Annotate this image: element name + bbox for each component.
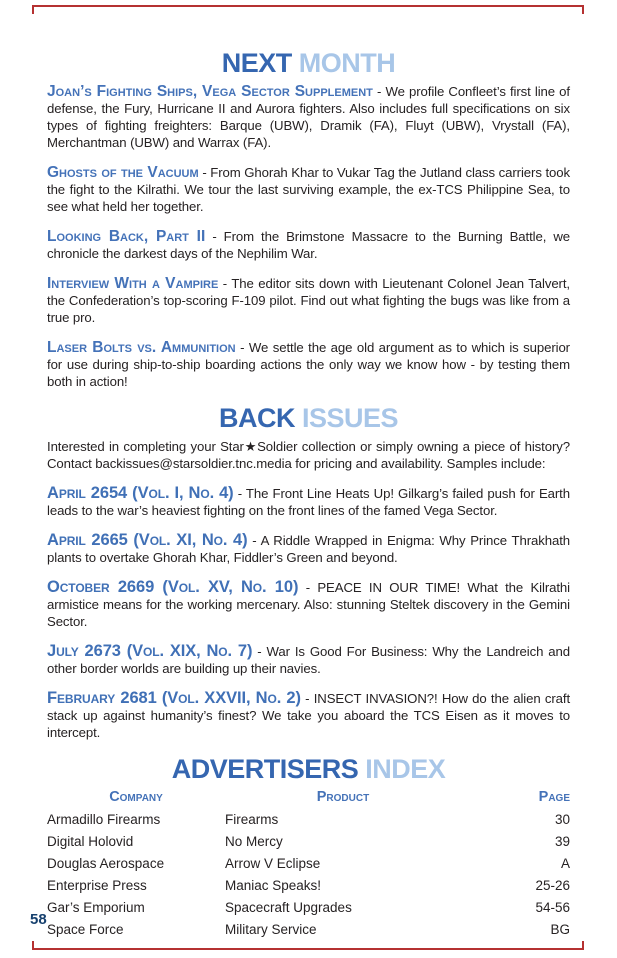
product-cell: Spacecraft Upgrades [225,900,352,915]
page-cell: A [560,856,570,871]
back-issue-item [47,485,570,519]
back-issues-title [47,403,570,433]
table-row [47,875,570,897]
table-row [47,897,570,919]
page-cell: 39 [554,834,570,849]
company-cell: Space Force [47,922,124,937]
product-cell: Military Service [225,922,317,937]
table-row [47,919,570,941]
product-cell: Arrow V Eclipse [225,856,321,871]
table-row [47,853,570,875]
company-cell: Enterprise Press [47,878,147,893]
table-row [47,831,570,853]
back-issue-text: - PEACE IN OUR TIME! What the Kilrathi armistice means for the working mercenary. Also: stunning Steltek discovery in the Gemini Sector. [47,580,570,629]
feature-heading: Joan’s Fighting Ships, Vega Sector Supplement [47,83,373,100]
company-cell: Armadillo Firearms [47,812,161,827]
advertisers-title-secondary: INDEX [365,754,446,784]
next-month-title-secondary: MONTH [298,48,396,78]
back-issues-title-secondary: ISSUES [301,403,399,433]
company-cell: Digital Holovid [47,834,134,849]
back-issues-intro: Interested in completing your Star★Soldier collection or simply owning a piece of history? Contact backissues@starsoldier.tnc.media for pricing and availability. Samples include: [47,439,570,471]
advertisers-index-title [47,754,570,784]
back-issue-item [47,690,570,741]
page-border-bottom [32,941,584,950]
next-month-title [47,48,570,78]
feature-item [47,228,570,262]
feature-text: - From the Brimstone Massacre to the Burning Battle, we chronicle the darkest days of the Nephilim War. [47,229,570,261]
feature-text: - We settle the age old argument as to which is superior for use during ship-to-ship boarding actions the only way we know how - by testing them both in action! [47,340,570,389]
back-issues-title-primary: BACK [218,403,295,433]
page-cell: 30 [554,812,570,827]
table-header-company: Company [109,789,163,805]
product-cell: Maniac Speaks! [225,878,322,893]
page-number: 58 [30,911,47,928]
feature-heading: Ghosts of the Vacuum [47,164,199,181]
feature-text: - We profile Confleet’s first line of defense, the Fury, Hurricane II and Aurora fighters. Also includes full specifications on six types of fighting freighters: Barque (UBW), Dramik (FA), Fluyt (UBW), Vrystall (FA), Merchantman (UBW) and Warrax (FA). [47,84,570,150]
page-cell: 54-56 [535,900,570,915]
back-issue-heading: October 2669 (Vol. XV, No. 10) [47,578,299,596]
feature-text: - The editor sits down with Lieutenant Colonel Jean Talvert, the Confederation’s top-scoring F-109 pilot. Find out what fighting the bugs was like from a true pro. [47,276,570,325]
back-issue-text: - The Front Line Heats Up! Gilkarg’s failed push for Earth leads to the war’s heaviest fighting on the front lines of the famed Vega Sector. [47,486,570,518]
next-month-title-primary: NEXT [221,48,292,78]
page-cell: BG [550,922,570,937]
page-border-top [32,5,584,14]
company-cell: Douglas Aerospace [47,856,165,871]
feature-item [47,275,570,326]
back-issue-text: - War Is Good For Business: Why the Landreich and other border worlds are building up their navies. [47,644,570,676]
back-issue-heading: February 2681 (Vol. XXVII, No. 2) [47,689,301,707]
feature-heading: Interview With a Vampire [47,275,219,292]
table-header-row [47,789,570,809]
table-header-product: Product [316,789,370,805]
back-issue-item [47,579,570,630]
table-row [47,809,570,831]
advertisers-table [47,789,570,941]
company-cell: Gar’s Emporium [47,900,145,915]
back-issue-text: - A Riddle Wrapped in Enigma: Why Prince Thrakhath plants to overtake Ghorah Khar, Fiddler’s Green and beyond. [47,533,570,565]
product-cell: Firearms [225,812,279,827]
feature-item [47,339,570,390]
page-cell: 25-26 [535,878,570,893]
back-issue-text: - INSECT INVASION?! How do the alien craft stack up against humanity’s finest? We take you aboard the TCS Eisen as it moves to intercept. [47,691,571,740]
back-issue-heading: July 2673 (Vol. XIX, No. 7) [47,642,253,660]
back-issue-heading: April 2654 (Vol. I, No. 4) [47,484,234,502]
feature-heading: Looking Back, Part II [47,228,206,245]
feature-item [47,164,570,215]
feature-item [47,83,570,151]
back-issue-heading: April 2665 (Vol. XI, No. 4) [47,531,248,549]
feature-heading: Laser Bolts vs. Ammunition [47,339,236,356]
back-issue-item [47,532,570,566]
table-header-page: Page [538,789,570,805]
back-issue-item [47,643,570,677]
product-cell: No Mercy [225,834,283,849]
advertisers-title-primary: ADVERTISERS [171,754,359,784]
feature-text: - From Ghorah Khar to Vukar Tag the Jutland class carriers took the fight to the Kilrathi. We tour the last surviving example, the ex-TCS Philippine Sea, to see what held her together. [47,165,570,214]
page-content [47,48,570,941]
